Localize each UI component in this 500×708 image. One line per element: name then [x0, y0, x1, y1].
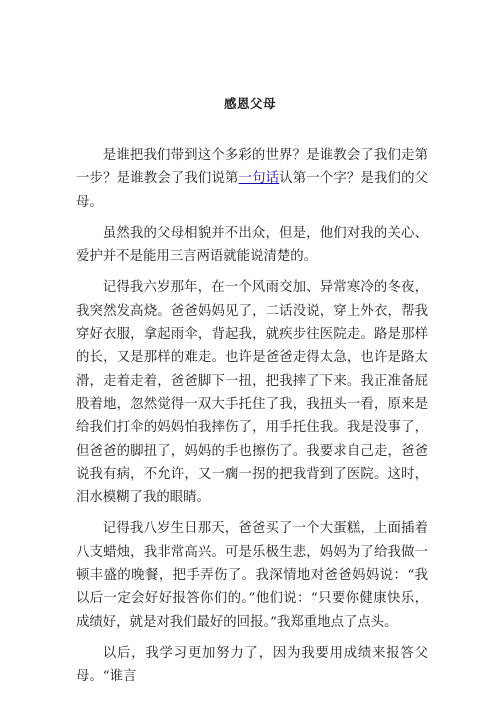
paragraph-1	[76, 144, 428, 214]
document-title: 感恩父母	[223, 96, 276, 111]
document-body	[76, 144, 428, 697]
inline-link[interactable]: 一句话	[238, 171, 280, 187]
paragraph-1-text-end: 认第一个字？是我们的父母。	[76, 171, 429, 210]
paragraph-4: 记得我八岁生日那天，爸爸买了一个大蛋糕，上面插着八支蜡烛，我非常高兴。可是乐极生悲，妈妈为了给我做一顿丰盛的晚餐，把手弄伤了。我深情地对爸爸妈妈说：“我以后一定会好好报答你们的。”他们说：“只要你健康快乐，成绩好，就是对我们最好的回报。”我郑重地点了点头。	[76, 521, 428, 630]
paragraph-5: 以后，我学习更加努力了，因为我要用成绩来报答父母。“谁言	[76, 645, 428, 685]
paragraph-2: 虽然我的父母相貌并不出众，但是，他们对我的关心、爱护并不是能用三言两语就能说清楚的。	[76, 225, 428, 265]
paragraph-1-text-start: 是谁把我们带到这个多彩的世界？是谁教会了我们走第一步？是谁教会了我们说第	[76, 148, 428, 187]
paragraph-3: 记得我六岁那年，在一个风雨交加、异常寒冷的冬夜，我突然发高烧。爸爸妈妈见了，二话没说，穿上外衣，帮我穿好衣服，拿起雨伞，背起我，就疾步往医院走。路是那样的长，又是那样的难走。也许是爸爸走得太急，也许是路太滑，走着走着，爸爸脚下一扭，把我摔了下来。我正准备屁股着地，忽然觉得一双大手托住了我，我扭头一看，原来是给我们打伞的妈妈怕我摔伤了，用手托住我。我是没事了，但爸爸的脚扭了，妈妈的手也擦伤了。我要求自己走，爸爸说我有病，不允许，又一瘸一拐的把我背到了医院。这时，泪水模糊了我的眼睛。	[76, 280, 428, 506]
